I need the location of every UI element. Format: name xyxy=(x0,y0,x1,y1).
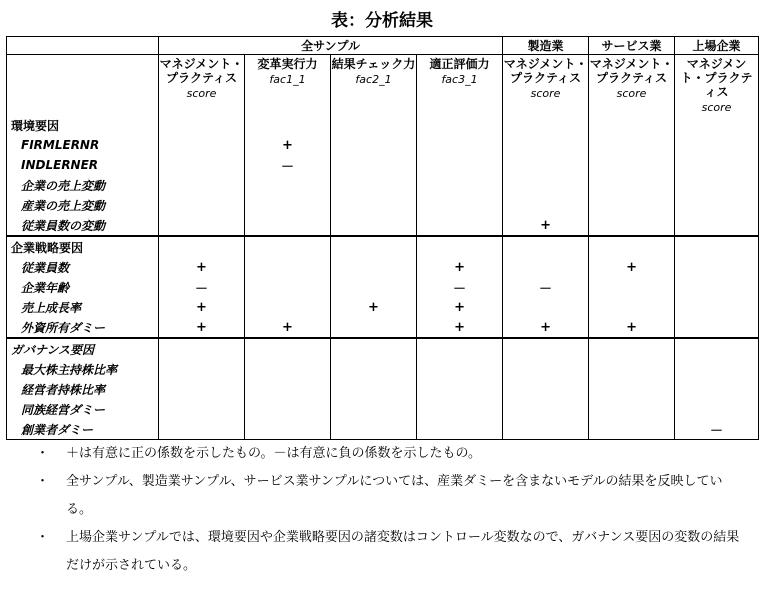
result-cell: + xyxy=(159,257,245,277)
note-3 xyxy=(36,524,746,580)
table-row xyxy=(7,195,759,215)
table-row xyxy=(7,257,759,277)
table-row xyxy=(7,419,759,440)
table-row xyxy=(7,175,759,195)
result-cell xyxy=(675,115,759,135)
result-cell: － xyxy=(245,155,331,175)
result-cell xyxy=(675,379,759,399)
result-cell xyxy=(245,115,331,135)
result-cell xyxy=(589,215,675,236)
column-header-label: 変革実行力 xyxy=(257,57,318,71)
row-group-label: ガバナンス要因 xyxy=(7,338,159,359)
row-label: 従業員数の変動 xyxy=(7,215,159,236)
row-label: FIRMLERNR xyxy=(7,135,159,155)
result-cell xyxy=(245,399,331,419)
result-cell xyxy=(417,379,503,399)
result-cell xyxy=(159,195,245,215)
result-cell xyxy=(503,257,589,277)
row-label: INDLERNER xyxy=(7,155,159,175)
result-cell xyxy=(417,195,503,215)
result-cell xyxy=(331,379,417,399)
result-cell xyxy=(675,257,759,277)
result-cell xyxy=(331,135,417,155)
row-label: 同族経営ダミー xyxy=(7,399,159,419)
note-bullet: ・ xyxy=(36,530,50,545)
result-cell: － xyxy=(675,419,759,440)
row-label: 外資所有ダミー xyxy=(7,317,159,338)
result-cell xyxy=(589,419,675,440)
column-header-sub: fac2_1 xyxy=(355,73,392,86)
note-text: 上場企業サンプルでは、環境要因や企業戦略要因の諸変数はコントロール変数なので、ガバナンス要因の変数の結果だけが示されている。 xyxy=(66,530,740,573)
result-cell xyxy=(331,419,417,440)
column-header-row xyxy=(7,55,759,116)
result-cell xyxy=(503,135,589,155)
row-label: 企業の売上変動 xyxy=(7,175,159,195)
result-cell xyxy=(589,175,675,195)
result-cell: + xyxy=(589,317,675,338)
result-cell xyxy=(503,379,589,399)
result-cell xyxy=(245,277,331,297)
result-cell: + xyxy=(417,317,503,338)
result-cell xyxy=(675,297,759,317)
row-group-label: 環境要因 xyxy=(7,115,159,135)
column-header-sub: fac1_1 xyxy=(269,73,306,86)
row-label: 創業者ダミー xyxy=(7,419,159,440)
column-header-sub: score xyxy=(701,101,732,114)
result-cell xyxy=(503,399,589,419)
result-cell xyxy=(331,257,417,277)
result-cell xyxy=(331,317,417,338)
table-row xyxy=(7,338,759,359)
result-cell xyxy=(589,155,675,175)
notes xyxy=(36,440,746,580)
group-header-service: サービス業 xyxy=(589,37,675,55)
column-header-sub: score xyxy=(530,87,561,100)
result-cell xyxy=(675,399,759,419)
result-cell xyxy=(331,115,417,135)
table-row xyxy=(7,317,759,338)
result-cell xyxy=(245,379,331,399)
result-cell xyxy=(503,297,589,317)
result-cell xyxy=(503,236,589,257)
result-cell xyxy=(503,338,589,359)
result-cell xyxy=(675,317,759,338)
result-cell: + xyxy=(417,257,503,277)
result-cell xyxy=(245,359,331,379)
table-row xyxy=(7,297,759,317)
result-cell: + xyxy=(245,317,331,338)
column-header-label: マネジメント・プラクティス xyxy=(589,57,674,85)
row-label: 最大株主持株比率 xyxy=(7,359,159,379)
note-2 xyxy=(36,468,746,524)
result-cell xyxy=(245,215,331,236)
result-cell xyxy=(589,195,675,215)
result-cell xyxy=(331,277,417,297)
note-text: 全サンプル、製造業サンプル、サービス業サンプルについては、産業ダミーを含まないモデルの結果を反映している。 xyxy=(66,474,723,517)
result-cell xyxy=(675,215,759,236)
column-header-sub: fac3_1 xyxy=(441,73,478,86)
table-title: 表：分析結果 xyxy=(331,11,433,31)
column-header-6 xyxy=(589,55,675,116)
result-cell xyxy=(159,419,245,440)
result-cell xyxy=(245,338,331,359)
result-cell xyxy=(417,236,503,257)
result-cell: － xyxy=(159,277,245,297)
result-cell: + xyxy=(331,297,417,317)
results-table xyxy=(6,36,759,440)
result-cell xyxy=(589,338,675,359)
group-header-listed: 上場企業 xyxy=(675,37,759,55)
result-cell xyxy=(245,257,331,277)
result-cell xyxy=(589,236,675,257)
result-cell xyxy=(331,359,417,379)
result-cell xyxy=(159,115,245,135)
row-label: 企業年齢 xyxy=(7,277,159,297)
result-cell xyxy=(417,175,503,195)
result-cell: － xyxy=(417,277,503,297)
result-cell xyxy=(417,135,503,155)
result-cell xyxy=(675,195,759,215)
result-cell xyxy=(675,155,759,175)
result-cell xyxy=(159,399,245,419)
table-row xyxy=(7,215,759,236)
result-cell xyxy=(417,215,503,236)
result-cell xyxy=(589,297,675,317)
table-row xyxy=(7,236,759,257)
table-row xyxy=(7,155,759,175)
column-header-7 xyxy=(675,55,759,116)
column-header-sub: score xyxy=(186,87,217,100)
row-label: 産業の売上変動 xyxy=(7,195,159,215)
result-cell xyxy=(417,338,503,359)
result-cell xyxy=(503,155,589,175)
result-cell xyxy=(503,359,589,379)
result-cell xyxy=(503,175,589,195)
result-cell xyxy=(417,419,503,440)
result-cell xyxy=(503,419,589,440)
note-text: ＋は有意に正の係数を示したもの。－は有意に負の係数を示したもの。 xyxy=(66,446,481,461)
column-header-5 xyxy=(503,55,589,116)
column-header-1 xyxy=(159,55,245,116)
column-header-label: マネジメント・プラクティス xyxy=(680,57,753,99)
row-label: 経営者持株比率 xyxy=(7,379,159,399)
column-header-2 xyxy=(245,55,331,116)
result-cell xyxy=(675,135,759,155)
result-cell xyxy=(245,195,331,215)
note-bullet: ・ xyxy=(36,474,50,489)
result-cell xyxy=(245,236,331,257)
row-label: 売上成長率 xyxy=(7,297,159,317)
result-cell: + xyxy=(589,257,675,277)
result-cell xyxy=(159,155,245,175)
corner-cell-2 xyxy=(7,55,159,116)
table-row xyxy=(7,359,759,379)
result-cell xyxy=(159,359,245,379)
result-cell xyxy=(417,399,503,419)
note-1 xyxy=(36,440,746,468)
column-header-3 xyxy=(331,55,417,116)
column-header-label: マネジメント・プラクティス xyxy=(159,57,244,85)
result-cell xyxy=(589,135,675,155)
result-cell: + xyxy=(245,135,331,155)
result-cell xyxy=(331,236,417,257)
result-cell xyxy=(589,277,675,297)
group-header-all-sample: 全サンプル xyxy=(159,37,503,55)
table-body xyxy=(7,37,759,440)
result-cell xyxy=(503,115,589,135)
result-cell xyxy=(589,115,675,135)
column-header-label: 適正評価力 xyxy=(429,57,490,71)
result-cell xyxy=(159,135,245,155)
result-cell xyxy=(417,359,503,379)
result-cell: + xyxy=(503,317,589,338)
result-cell xyxy=(589,379,675,399)
column-header-label: 結果チェック力 xyxy=(331,57,416,71)
result-cell xyxy=(331,215,417,236)
column-header-label: マネジメント・プラクティス xyxy=(503,57,588,85)
result-cell xyxy=(331,338,417,359)
table-row xyxy=(7,277,759,297)
table-row xyxy=(7,115,759,135)
result-cell xyxy=(331,195,417,215)
result-cell xyxy=(675,359,759,379)
result-cell xyxy=(159,379,245,399)
result-cell xyxy=(159,215,245,236)
table-row xyxy=(7,379,759,399)
table-row xyxy=(7,135,759,155)
result-cell xyxy=(159,175,245,195)
result-cell xyxy=(245,175,331,195)
column-header-4 xyxy=(417,55,503,116)
result-cell xyxy=(331,175,417,195)
result-cell xyxy=(589,399,675,419)
note-bullet: ・ xyxy=(36,446,50,461)
group-header-row xyxy=(7,37,759,55)
result-cell xyxy=(331,399,417,419)
result-cell xyxy=(245,419,331,440)
corner-cell xyxy=(7,37,159,55)
result-cell: + xyxy=(417,297,503,317)
result-cell xyxy=(417,115,503,135)
result-cell xyxy=(159,338,245,359)
result-cell xyxy=(331,155,417,175)
result-cell: － xyxy=(503,277,589,297)
table-row xyxy=(7,399,759,419)
result-cell xyxy=(159,236,245,257)
result-cell xyxy=(675,175,759,195)
result-cell xyxy=(675,277,759,297)
row-group-label: 企業戦略要因 xyxy=(7,236,159,257)
result-cell: + xyxy=(159,297,245,317)
result-cell xyxy=(245,297,331,317)
result-cell xyxy=(675,236,759,257)
column-header-sub: score xyxy=(616,87,647,100)
result-cell: + xyxy=(159,317,245,338)
result-cell xyxy=(589,359,675,379)
group-header-manufacturing: 製造業 xyxy=(503,37,589,55)
result-cell: + xyxy=(503,215,589,236)
result-cell xyxy=(417,155,503,175)
result-cell xyxy=(503,195,589,215)
result-cell xyxy=(675,338,759,359)
row-label: 従業員数 xyxy=(7,257,159,277)
